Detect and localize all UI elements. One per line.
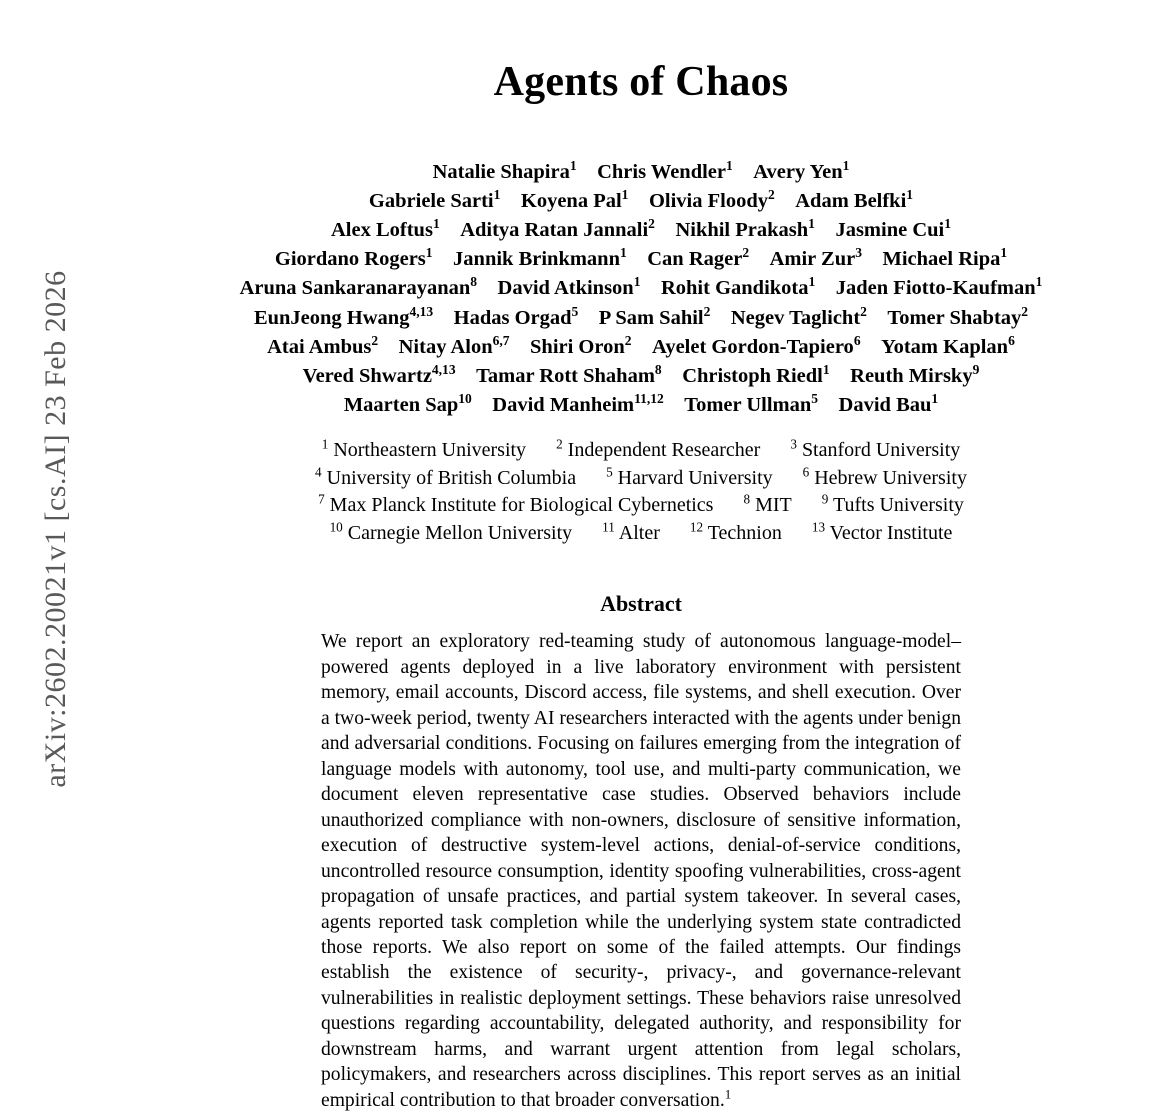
- author-name: Olivia Floody: [648, 190, 768, 213]
- author-list: [112, 158, 1170, 420]
- author-name: Nitay Alon: [398, 335, 493, 358]
- author-name: Gabriele Sarti: [368, 190, 494, 213]
- author-affiliation-marker: 1: [425, 245, 433, 261]
- author-name: Avery Yen: [753, 161, 843, 183]
- author-affiliation-marker: 2: [1021, 303, 1029, 319]
- author-affiliation-marker: 9: [972, 361, 980, 377]
- author-affiliation-marker: 6: [853, 332, 861, 348]
- author-name: David Atkinson: [497, 277, 634, 300]
- author-affiliation-marker: 2: [624, 332, 632, 348]
- author-affiliation-marker: 1: [808, 274, 816, 290]
- author-affiliation-marker: 4,13: [409, 303, 434, 319]
- author-affiliation-marker: 1: [1000, 245, 1008, 261]
- author-name: Jaden Fiotto-Kaufman: [835, 277, 1036, 300]
- affiliation-marker: 1: [321, 436, 329, 452]
- affiliation-line: [112, 492, 1170, 520]
- author-name: Reuth Mirsky: [850, 364, 973, 387]
- author-name: Jasmine Cui: [835, 219, 945, 242]
- author-affiliation-marker: 5: [571, 303, 579, 319]
- author-name: David Bau: [838, 393, 932, 416]
- author-name: Koyena Pal: [520, 190, 622, 213]
- affiliation-marker: 10: [329, 519, 343, 535]
- affiliation-marker: 8: [743, 491, 751, 507]
- arxiv-identifier-text: arXiv:2602.20021v1 [cs.AI] 23 Feb 2026: [39, 270, 72, 788]
- paper-page: [112, 0, 1170, 1111]
- author-line: [112, 187, 1170, 216]
- affiliation-marker: 2: [556, 436, 563, 452]
- affiliation-line: [112, 465, 1170, 493]
- author-affiliation-marker: 1: [944, 216, 951, 232]
- author-line: [112, 216, 1170, 245]
- affiliation-name: Northeastern University: [328, 438, 527, 461]
- affiliation-name: Tufts University: [828, 494, 964, 517]
- author-line: [112, 362, 1170, 391]
- author-affiliation-marker: 2: [371, 332, 379, 348]
- affiliation-marker: 9: [821, 491, 829, 507]
- affiliation-name: Technion: [703, 521, 782, 544]
- author-affiliation-marker: 5: [811, 391, 819, 407]
- author-affiliation-marker: 8: [470, 274, 478, 290]
- affiliation-name: Carnegie Mellon University: [342, 521, 573, 544]
- affiliation-marker: 5: [606, 463, 613, 479]
- author-name: Michael Ripa: [882, 248, 1001, 271]
- author-line: [112, 391, 1170, 420]
- author-name: Yotam Kaplan: [881, 335, 1009, 358]
- author-affiliation-marker: 1: [808, 216, 815, 232]
- author-affiliation-marker: 3: [855, 245, 862, 261]
- affiliation-line: [112, 520, 1170, 548]
- author-name: Chris Wendler: [597, 161, 726, 183]
- author-affiliation-marker: 6,7: [492, 332, 510, 348]
- arxiv-stamp: [0, 0, 112, 1058]
- author-name: Maarten Sap: [343, 393, 459, 416]
- affiliation-name: Harvard University: [612, 466, 773, 489]
- author-name: Shiri Oron: [530, 335, 625, 358]
- author-name: P Sam Sahil: [598, 306, 704, 329]
- affiliation-marker: 7: [318, 491, 325, 507]
- author-name: Christoph Riedl: [682, 364, 823, 387]
- affiliation-name: Stanford University: [796, 438, 961, 461]
- author-name: Tamar Rott Shaham: [476, 364, 655, 387]
- affiliation-marker: 12: [689, 519, 704, 535]
- author-affiliation-marker: 2: [703, 303, 711, 319]
- author-name: Vered Shwartz: [302, 364, 432, 387]
- author-affiliation-marker: 1: [931, 391, 939, 407]
- author-name: David Manheim: [492, 393, 635, 416]
- author-name: Ayelet Gordon-Tapiero: [652, 335, 854, 358]
- author-affiliation-marker: 1: [1035, 274, 1043, 290]
- author-name: Alex Loftus: [331, 219, 433, 242]
- author-name: EunJeong Hwang: [253, 306, 410, 329]
- affiliation-name: MIT: [750, 494, 792, 517]
- abstract-heading: Abstract: [600, 591, 682, 617]
- author-affiliation-marker: 8: [654, 361, 662, 377]
- affiliation-list: [112, 437, 1170, 547]
- author-line: [112, 274, 1170, 303]
- author-affiliation-marker: 2: [860, 303, 867, 319]
- author-affiliation-marker: 2: [767, 187, 775, 203]
- author-name: Rohit Gandikota: [660, 277, 809, 300]
- affiliation-marker: 13: [811, 519, 826, 535]
- author-affiliation-marker: 1: [621, 187, 629, 203]
- affiliation-line: [112, 437, 1170, 465]
- author-affiliation-marker: 1: [569, 158, 577, 174]
- affiliation-name: Independent Researcher: [562, 438, 761, 461]
- author-name: Tomer Ullman: [684, 393, 812, 416]
- author-affiliation-marker: 11,12: [634, 391, 664, 407]
- author-affiliation-marker: 1: [726, 158, 733, 174]
- affiliation-name: University of British Columbia: [321, 466, 577, 489]
- affiliation-name: Max Planck Institute for Biological Cybernetics: [324, 494, 714, 517]
- author-name: Tomer Shabtay: [887, 306, 1022, 329]
- affiliation-name: Hebrew University: [809, 466, 967, 489]
- author-name: Aruna Sankaranarayanan: [239, 277, 471, 300]
- author-affiliation-marker: 10: [458, 391, 472, 407]
- author-affiliation-marker: 2: [742, 245, 750, 261]
- author-name: Giordano Rogers: [274, 248, 426, 271]
- author-name: Can Rager: [647, 248, 743, 271]
- author-name: Negev Taglicht: [730, 306, 861, 329]
- author-name: Nikhil Prakash: [675, 219, 809, 242]
- author-affiliation-marker: 2: [648, 216, 655, 232]
- author-line: [112, 333, 1170, 362]
- abstract-paragraph: We report an exploratory red-teaming study of autonomous language-model–powered agents deployed in a live laboratory environment with persistent memory, email accounts, Discord access, file systems, and shell execution. Over a two-week period, twenty AI researchers interacted with the agents under benign and adversarial conditions. Focusing on failures emerging from the integration of language models with autonomy, tool use, and multi-party communication, we document eleven representative case studies. Observed behaviors include unauthorized compliance with non-owners, disclosure of sensitive information, execution of destructive system-level actions, denial-of-service conditions, uncontrolled resource consumption, identity spoofing vulnerabilities, cross-agent propagation of unsafe practices, and partial system takeover. In several cases, agents reported task completion while the underlying system state contradicted those reports. We also report on some of the failed attempts. Our findings establish the existence of security-, privacy-, and governance-relevant vulnerabilities in realistic deployment settings. These behaviors raise unresolved questions regarding accountability, delegated authority, and responsibility for downstream harms, and warrant urgent attention from legal scholars, policymakers, and researchers across disciplines. This report serves as an initial empirical contribution to that broader conversation.$^1$: [321, 631, 961, 1111]
- footnote-marker: 1: [724, 1086, 732, 1102]
- author-affiliation-marker: 1: [432, 216, 440, 232]
- affiliation-marker: 3: [790, 436, 797, 452]
- author-affiliation-marker: 1: [906, 187, 914, 203]
- author-affiliation-marker: 1: [619, 245, 627, 261]
- author-name: Natalie Shapira: [432, 161, 570, 183]
- affiliation-name: Alter: [614, 521, 660, 544]
- author-name: Atai Ambus: [267, 335, 372, 358]
- author-line: [112, 245, 1170, 274]
- affiliation-name: Vector Institute: [825, 521, 953, 544]
- affiliation-marker: 11: [602, 519, 615, 535]
- author-name: Adam Belfki: [795, 190, 907, 213]
- author-name: Amir Zur: [769, 248, 856, 271]
- author-affiliation-marker: 1: [822, 361, 830, 377]
- author-affiliation-marker: 1: [842, 158, 850, 174]
- author-affiliation-marker: 1: [493, 187, 501, 203]
- author-affiliation-marker: 1: [633, 274, 641, 290]
- affiliation-marker: 6: [802, 463, 810, 479]
- author-affiliation-marker: 4,13: [431, 361, 456, 377]
- author-affiliation-marker: 6: [1008, 332, 1015, 348]
- author-line: [112, 158, 1170, 187]
- author-line: [112, 304, 1170, 333]
- page-title: Agents of Chaos: [493, 59, 789, 105]
- author-name: Aditya Ratan Jannali: [460, 219, 649, 242]
- affiliation-marker: 4: [315, 463, 322, 479]
- author-name: Hadas Orgad: [453, 306, 572, 329]
- author-name: Jannik Brinkmann: [453, 248, 620, 271]
